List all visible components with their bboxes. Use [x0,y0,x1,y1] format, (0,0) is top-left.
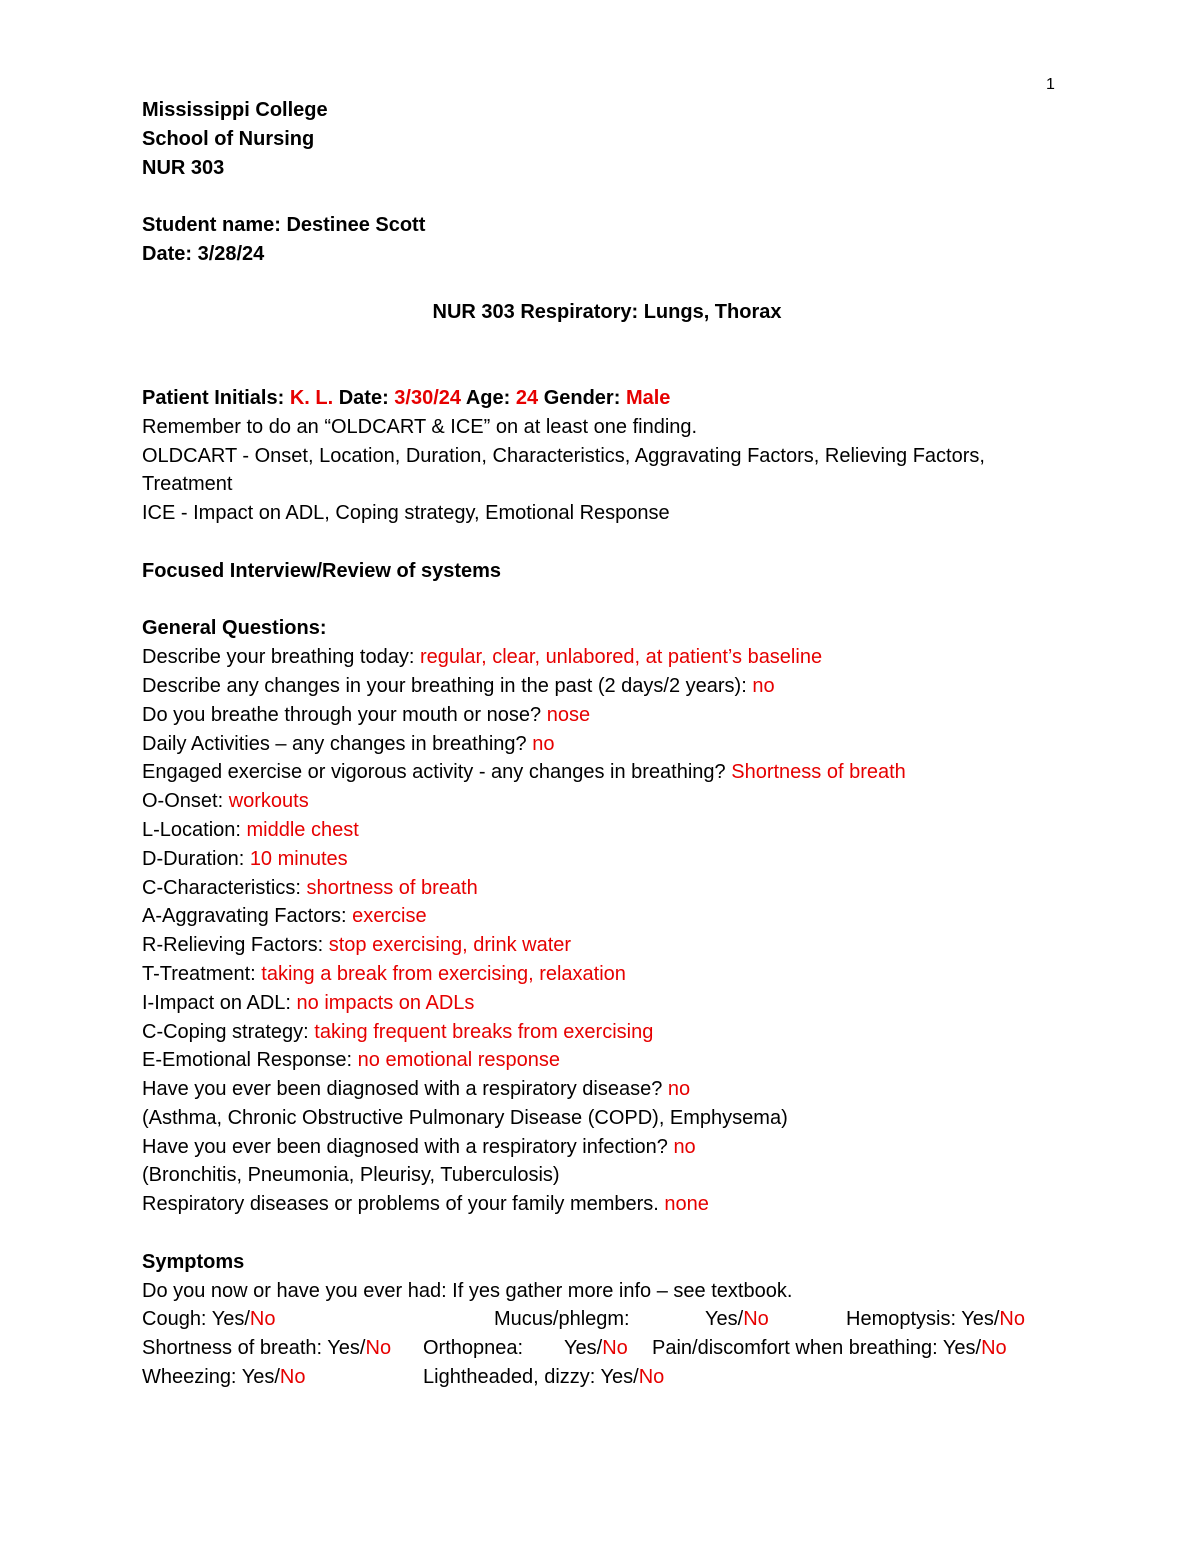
student-name: Student name: Destinee Scott [142,214,426,237]
question-line [142,643,1072,672]
question-line [142,1104,1072,1133]
oldcart-definition: OLDCART - Onset, Location, Duration, Characteristics, Aggravating Factors, Relieving Factors, Treatment [142,444,985,496]
question-line [142,874,1072,903]
answer-text: workouts [228,790,309,813]
answer-text: none [664,1193,709,1216]
symptom-row [142,1305,1072,1334]
patient-info [142,384,1072,413]
answer-text: shortness of breath [306,876,478,899]
symptom-pain: Pain/discomfort when breathing: Yes/No [652,1337,1007,1360]
document-body [142,96,1072,1392]
section-heading-focused: Focused Interview/Review of systems [142,559,502,582]
question-line [142,960,1072,989]
submission-date: Date: 3/28/24 [142,242,265,265]
question-text: Describe any changes in your breathing in the past (2 days/2 years): [142,674,753,697]
question-line [142,787,1072,816]
question-text: T-Treatment: [142,962,262,985]
answer-text: Shortness of breath [731,761,906,784]
question-list [142,643,1072,1219]
answer-text: taking frequent breaks from exercising [314,1020,654,1043]
question-text: O-Onset: [142,790,229,813]
symptom-shortness-of-breath: Shortness of breath: Yes/No [142,1337,392,1360]
answer-text: no [532,732,555,755]
patient-gender-label: Gender: [543,386,621,409]
question-text: L-Location: [142,818,247,841]
question-text: C-Coping strategy: [142,1020,315,1043]
symptom-lightheaded: Lightheaded, dizzy: Yes/No [423,1366,665,1389]
question-text: Have you ever been diagnosed with a respiratory disease? [142,1078,668,1101]
question-text: Have you ever been diagnosed with a respiratory infection? [142,1135,674,1158]
question-text: D-Duration: [142,847,250,870]
question-line [142,989,1072,1018]
question-line [142,758,1072,787]
symptom-mucus: Yes/No [705,1308,769,1331]
symptom-orthopnea-label: Orthopnea: [423,1337,524,1360]
patient-age: 24 [515,386,539,409]
answer-text: no [673,1135,696,1158]
question-text: A-Aggravating Factors: [142,905,353,928]
patient-age-label: Age: [465,386,511,409]
question-line [142,1190,1072,1219]
answer-text: no impacts on ADLs [296,991,475,1014]
answer-text: no emotional response [357,1049,561,1072]
question-text: (Asthma, Chronic Obstructive Pulmonary Disease (COPD), Emphysema) [142,1106,788,1129]
question-line [142,845,1072,874]
question-text: Respiratory diseases or problems of your family members. [142,1193,665,1216]
answer-text: no [667,1078,691,1101]
college-name: Mississippi College [142,99,328,121]
question-text: E-Emotional Response: [142,1049,358,1072]
ice-definition: ICE - Impact on ADL, Coping strategy, Emotional Response [142,502,670,525]
question-line [142,730,1072,759]
patient-initials-label: Patient Initials: [142,386,285,409]
symptom-row [142,1363,1072,1392]
question-line [142,1133,1072,1162]
patient-date: 3/30/24 [394,386,462,409]
school-name: School of Nursing [142,127,315,150]
symptom-mucus-label: Mucus/phlegm: [494,1308,630,1331]
answer-text: middle chest [246,818,359,841]
answer-text: no [752,674,775,697]
symptom-orthopnea: Yes/No [564,1337,628,1360]
patient-date-label: Date: [338,386,389,409]
oldcart-reminder: Remember to do an “OLDCART & ICE” on at least one finding. [142,415,698,438]
question-text: C-Characteristics: [142,876,307,899]
section-heading-general: General Questions: [142,617,327,640]
question-text: I-Impact on ADL: [142,991,297,1014]
question-text: Engaged exercise or vigorous activity - any changes in breathing? [142,761,732,784]
answer-text: 10 minutes [249,847,348,870]
question-line [142,1018,1072,1047]
question-text: Do you breathe through your mouth or nose? [142,703,547,726]
question-line [142,1161,1072,1190]
answer-text: exercise [352,905,427,928]
answer-text: regular, clear, unlabored, at patient’s baseline [419,646,823,669]
symptom-cough: Cough: Yes/No [142,1308,276,1331]
answer-text: nose [546,703,591,726]
question-line [142,701,1072,730]
question-line [142,931,1072,960]
symptoms-intro: Do you now or have you ever had: If yes gather more info – see textbook. [142,1279,793,1302]
symptom-wheezing: Wheezing: Yes/No [142,1366,306,1389]
answer-text: stop exercising, drink water [328,934,572,957]
question-line [142,902,1072,931]
question-text: Describe your breathing today: [142,646,420,669]
question-line [142,1075,1072,1104]
page-number: 1 [1046,76,1055,93]
question-text: R-Relieving Factors: [142,934,329,957]
answer-text: taking a break from exercising, relaxation [261,962,626,985]
document-title: NUR 303 Respiratory: Lungs, Thorax [432,300,782,323]
question-text: (Bronchitis, Pneumonia, Pleurisy, Tuberculosis) [142,1164,560,1187]
question-line [142,1046,1072,1075]
symptom-hemoptysis: Hemoptysis: Yes/No [846,1308,1025,1331]
patient-gender: Male [625,386,671,409]
question-text: Daily Activities – any changes in breathing? [142,732,533,755]
section-heading-symptoms: Symptoms [142,1250,245,1273]
question-line [142,816,1072,845]
patient-initials: K. L. [289,386,334,409]
question-line [142,672,1072,701]
symptom-row [142,1334,1072,1363]
course-code: NUR 303 [142,156,225,179]
